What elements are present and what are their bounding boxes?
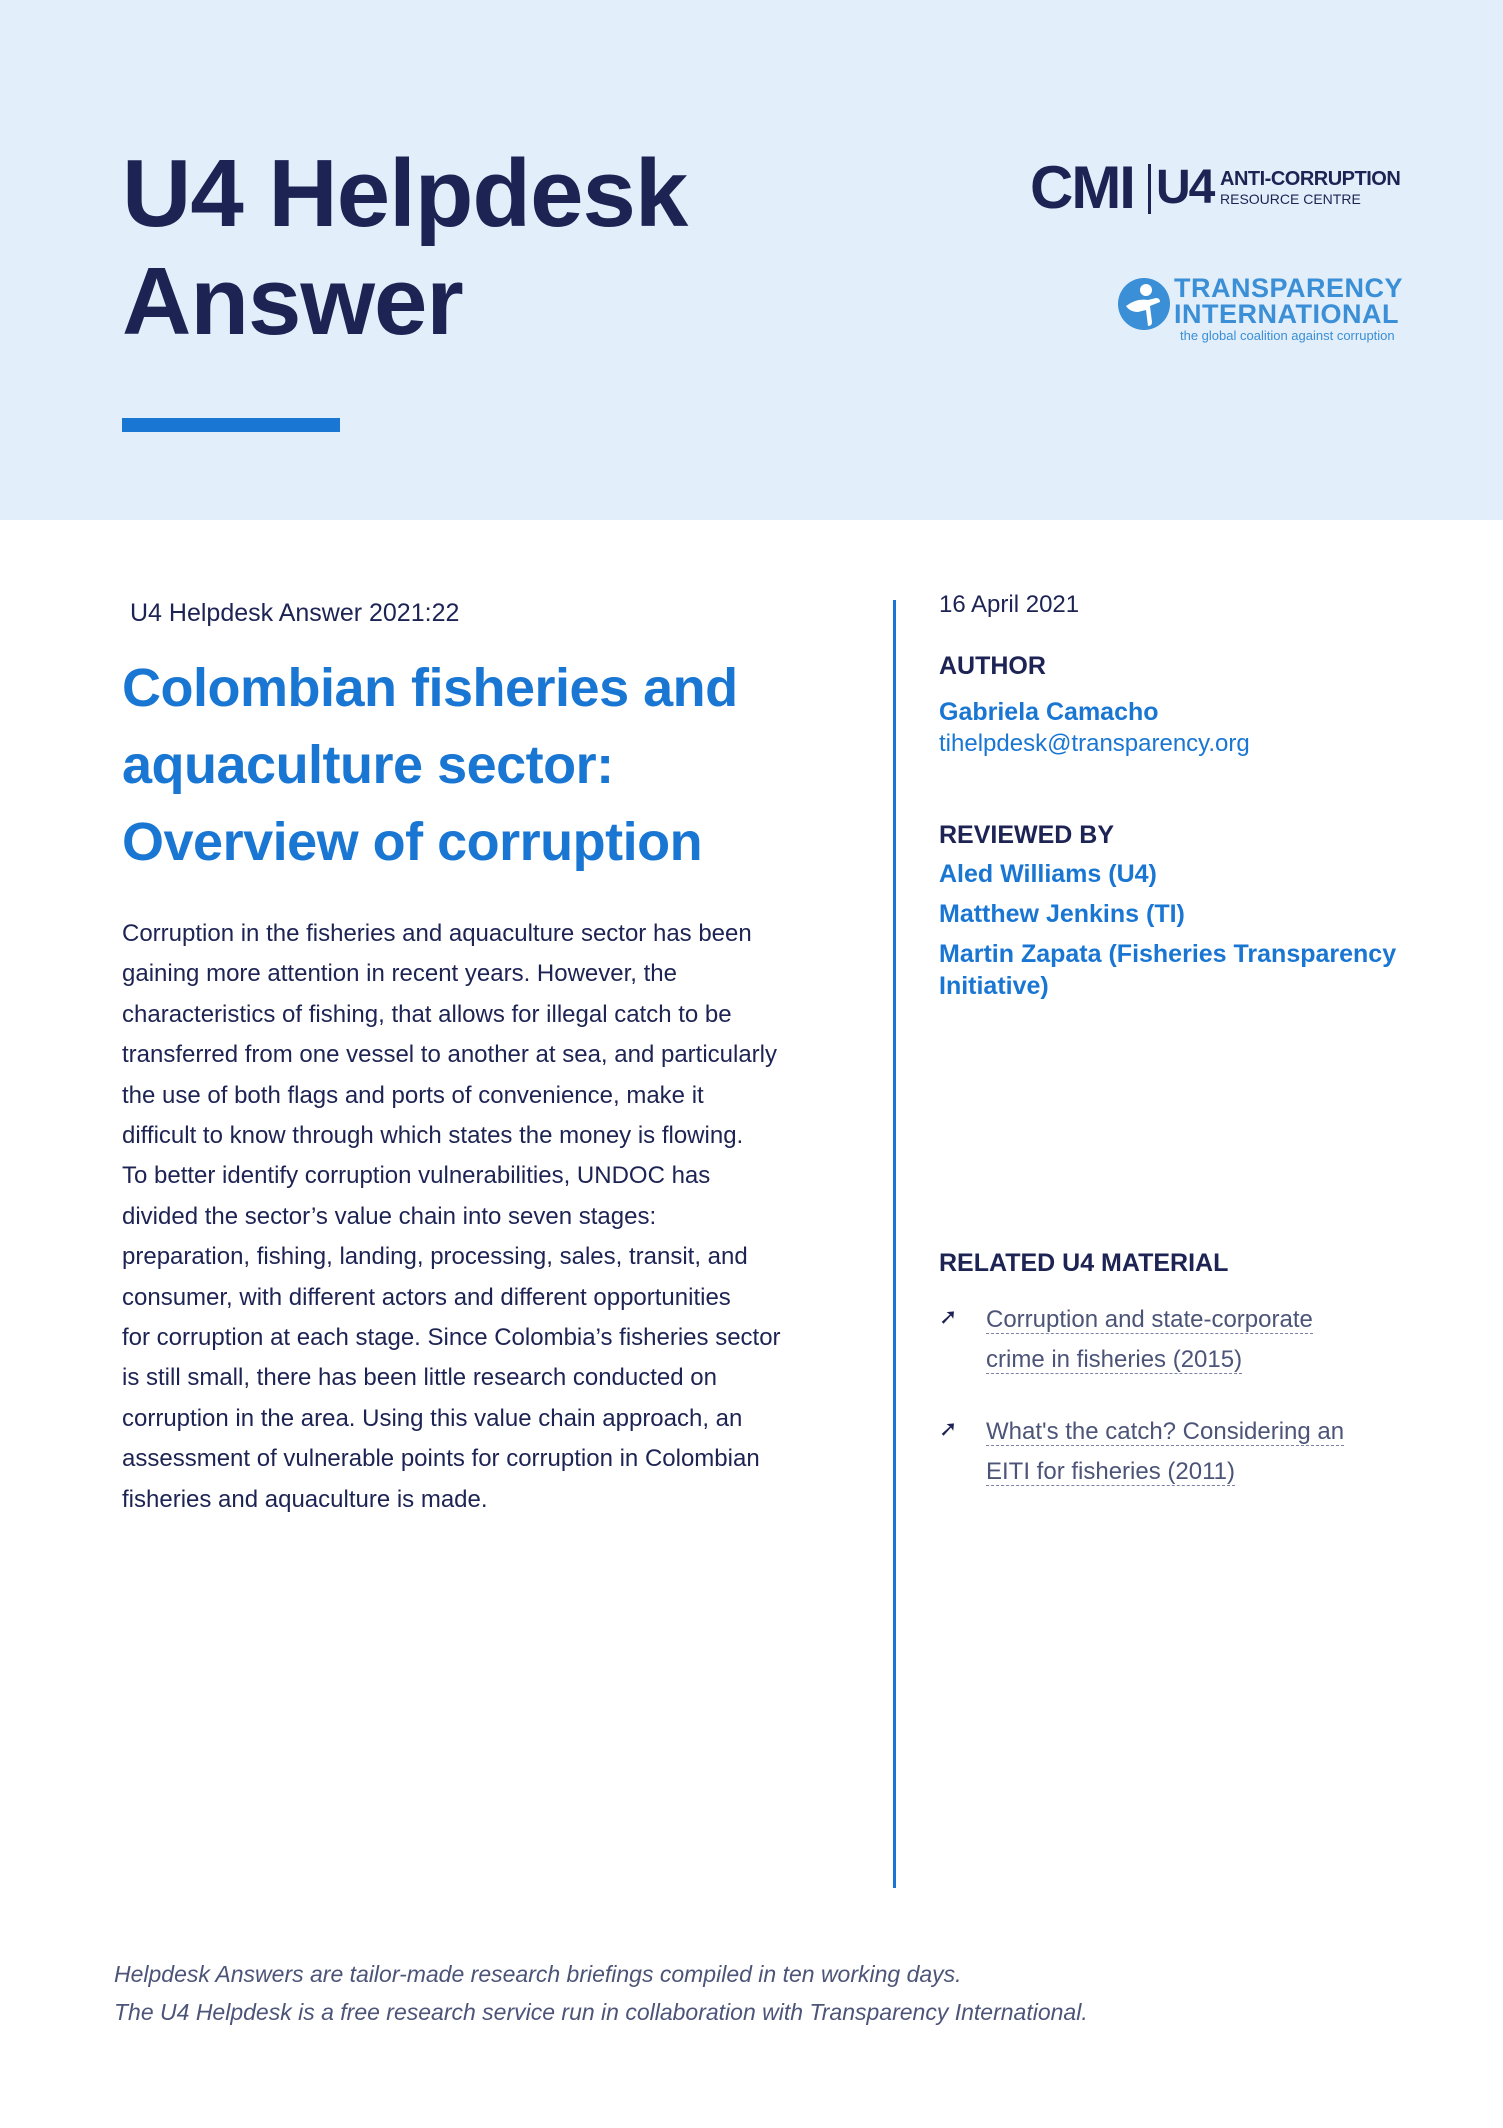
reviewed-by-heading: REVIEWED BY (939, 821, 1115, 849)
abstract-line: transferred from one vessel to another at sea, and particularly (122, 1041, 778, 1069)
document-title-line: aquaculture sector: (122, 735, 614, 795)
arrow-up-right-icon: ➚ (939, 1416, 958, 1441)
reviewer-name: Martin Zapata (Fisheries Transparency Initiative) (939, 940, 1397, 1000)
cmi-wordmark: CMI (1030, 154, 1134, 221)
abstract-line: the use of both flags and ports of convenience, make it (122, 1081, 704, 1109)
related-material-heading: RELATED U4 MATERIAL (939, 1249, 1229, 1277)
publication-date: 16 April 2021 (939, 591, 1080, 618)
related-link-line[interactable]: crime in fisheries (2015) (986, 1346, 1243, 1373)
reviewer-name: Matthew Jenkins (TI) (939, 900, 1185, 928)
related-link-line[interactable]: Corruption and state-corporate (986, 1306, 1313, 1333)
document-title-line: Overview of corruption (122, 812, 703, 872)
footer-note (114, 1955, 1088, 2031)
author-email-link[interactable]: tihelpdesk@transparency.org (939, 730, 1250, 757)
ti-logo-line2: INTERNATIONAL (1174, 299, 1399, 329)
footer-line: Helpdesk Answers are tailor-made research briefings compiled in ten working days. (114, 1961, 962, 1987)
abstract-line: consumer, with different actors and different opportunities (122, 1283, 731, 1311)
arrow-up-right-icon: ➚ (939, 1304, 958, 1329)
abstract-line: is still small, there has been little research conducted on (122, 1364, 717, 1392)
document-title-line: Colombian fisheries and (122, 658, 738, 718)
author-heading: AUTHOR (939, 652, 1046, 680)
ti-globe-icon (1116, 276, 1172, 332)
footer-line: The U4 Helpdesk is a free research service run in collaboration with Transparency International. (114, 1999, 1088, 2025)
abstract-line: assessment of vulnerable points for corruption in Colombian (122, 1445, 760, 1473)
abstract-line: preparation, fishing, landing, processing, sales, transit, and (122, 1243, 748, 1271)
abstract-line: difficult to know through which states the money is flowing. (122, 1122, 744, 1150)
page-title (122, 140, 687, 356)
related-link-line[interactable]: What's the catch? Considering an (986, 1418, 1345, 1445)
ti-logo-line1: TRANSPARENCY (1174, 273, 1404, 303)
abstract-line: gaining more attention in recent years. However, the (122, 960, 677, 988)
u4-logo-subtitle: RESOURCE CENTRE (1220, 191, 1361, 207)
series-id: U4 Helpdesk Answer 2021:22 (130, 599, 460, 627)
reviewer-name: Aled Williams (U4) (939, 860, 1157, 888)
u4-wordmark: U4 (1156, 161, 1214, 214)
page-title-line: U4 Helpdesk (122, 140, 688, 247)
related-link[interactable] (986, 1412, 1386, 1492)
abstract-line: divided the sector’s value chain into seven stages: (122, 1202, 657, 1230)
title-accent-bar (122, 418, 340, 432)
transparency-international-logo (1116, 274, 1402, 344)
abstract-line: characteristics of fishing, that allows for illegal catch to be (122, 1000, 732, 1028)
u4-logo-title: ANTI-CORRUPTION (1220, 168, 1401, 190)
abstract (122, 914, 822, 1520)
abstract-line: for corruption at each stage. Since Colombia’s fisheries sector (122, 1324, 781, 1352)
abstract-line: fisheries and aquaculture is made. (122, 1485, 488, 1513)
abstract-line: To better identify corruption vulnerabilities, UNDOC has (122, 1162, 711, 1190)
abstract-line: Corruption in the fisheries and aquaculture sector has been (122, 920, 752, 947)
related-link-line[interactable]: EITI for fisheries (2011) (986, 1458, 1235, 1485)
ti-logo-tagline: the global coalition against corruption (1180, 328, 1395, 343)
column-divider (893, 600, 896, 1888)
related-link[interactable] (986, 1300, 1386, 1380)
author-name: Gabriela Camacho (939, 698, 1159, 726)
abstract-line: corruption in the area. Using this value chain approach, an (122, 1404, 743, 1432)
document-title (122, 650, 822, 881)
logo-divider (1148, 164, 1151, 214)
page-title-line: Answer (122, 248, 463, 355)
